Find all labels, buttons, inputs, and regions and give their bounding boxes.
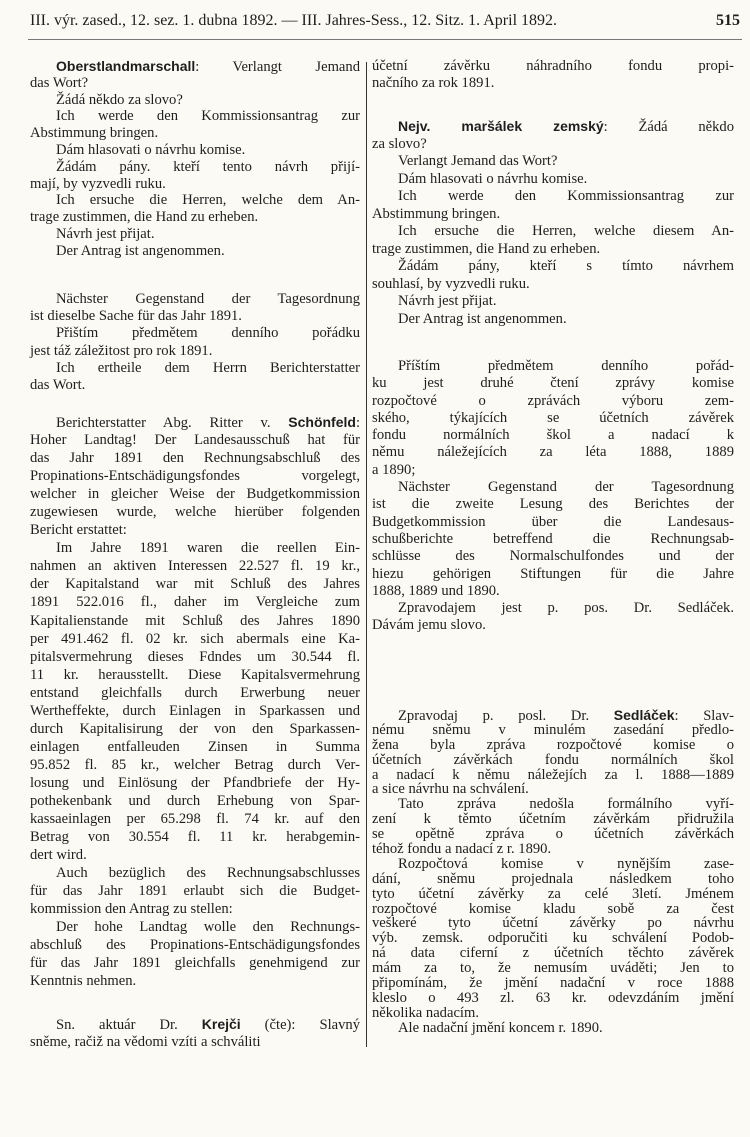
text-block bbox=[372, 118, 734, 328]
text-line: der Kapitalstand war mit Schluß des Jahres bbox=[30, 576, 360, 593]
text-line: Propinations-Entschädigungsfondes vorgelegt, bbox=[30, 468, 360, 485]
text-line: Přištím předmětem denního pořádku bbox=[56, 325, 360, 342]
text-line: durch Kapitalisirung der von den Sparkassen- bbox=[30, 720, 360, 737]
text-line: 95.852 fl. 85 kr., welcher Betrag durch Ver- bbox=[30, 756, 360, 773]
text-line: ist dieselbe Sache für das Jahr 1891. bbox=[30, 308, 242, 325]
paragraph bbox=[30, 413, 360, 539]
text-line: abschluß des Propinations-Entschädigungsfondes bbox=[30, 937, 360, 954]
text-line: Dávám jemu slovo. bbox=[372, 617, 486, 634]
paragraph bbox=[372, 311, 734, 329]
text-line: žena byla zpráva rozpočtové komise o bbox=[372, 736, 734, 753]
paragraph bbox=[30, 918, 360, 990]
paragraph bbox=[30, 325, 360, 359]
text-line: výb. zemsk. odporučiti ku schválení Podob- bbox=[372, 930, 734, 947]
text-line: za slovo? bbox=[372, 135, 427, 152]
text-segment: : bbox=[355, 415, 360, 431]
text-line: Wertheffekte, durch Einlagen in Sparkassen und bbox=[30, 702, 360, 719]
text-line: nému sněmu v minulém zasedání předlo- bbox=[372, 721, 734, 738]
paragraph bbox=[372, 58, 734, 92]
text-segment: Zpravodaj p. posl. Dr. bbox=[398, 708, 614, 724]
text-line bbox=[30, 413, 360, 431]
header-rule bbox=[28, 39, 742, 40]
text-line: zení k těmto účetním závěrkám přidružila bbox=[372, 811, 734, 828]
text-line: Rozpočtová komise v nynějším zase- bbox=[398, 855, 734, 872]
paragraph bbox=[30, 864, 360, 918]
text-line: einlagen entfalleuden Zinsen in Summa bbox=[30, 738, 360, 755]
paragraph bbox=[372, 797, 734, 857]
text-line: 1888, 1889 und 1890. bbox=[372, 582, 500, 599]
text-line: mají, by vyzvedli ruku. bbox=[30, 175, 166, 192]
text-line: připomínám, že jmění nadační v roce 1888 bbox=[372, 975, 734, 992]
text-line: ist die zweite Lesung des Berichtes der bbox=[372, 496, 734, 513]
text-block bbox=[30, 58, 360, 260]
text-line: kassaeinlagen per 65.298 fl. 74 kr. auf den bbox=[30, 811, 360, 828]
text-line: Kenntnis nehmen. bbox=[30, 973, 137, 990]
paragraph bbox=[372, 600, 734, 635]
text-line: Žádá někdo za slovo? bbox=[56, 91, 183, 108]
paragraph bbox=[30, 92, 360, 109]
speaker-name: Oberstlandmarschall bbox=[56, 58, 196, 74]
paragraph bbox=[372, 171, 734, 189]
text-line: souhlasí, by vyzvedli ruku. bbox=[372, 275, 530, 292]
text-line: Nächster Gegenstand der Tagesordnung bbox=[56, 291, 360, 307]
text-line: welcher in gleicher Weise der Budgetkommission bbox=[30, 486, 360, 503]
running-title: III. výr. zased., 12. sez. 1. dubna 1892. — III. Jahres-Sess., 12. Sitz. 1. April 1892. bbox=[30, 12, 558, 29]
paragraph bbox=[30, 243, 360, 260]
text-line: Ale nadační jmění koncem r. 1890. bbox=[398, 1019, 603, 1036]
text-line: sněme, račiž na vědomi vzíti a schváliti bbox=[30, 1034, 261, 1050]
text-line: Nächster Gegenstand der Tagesordnung bbox=[398, 479, 734, 496]
text-line: Ich werde den Kommissionsantrag zur bbox=[398, 188, 734, 204]
text-line: das Wort. bbox=[30, 376, 86, 393]
text-line: Ich ersuche die Herren, welche dem An- bbox=[56, 192, 360, 209]
paragraph bbox=[372, 258, 734, 293]
text-block bbox=[372, 58, 734, 92]
text-line: načního za rok 1891. bbox=[372, 75, 495, 91]
text-line: Abstimmung bringen. bbox=[372, 205, 501, 222]
text-line: pitalsvermehrung dieses Fdndes um 30.544 fl. bbox=[30, 648, 360, 665]
text-line: Der hohe Landtag wolle den Rechnungs- bbox=[56, 919, 360, 936]
text-line: zugewiesen wurde, welche hierüber folgenden bbox=[30, 504, 360, 521]
text-line: ského, týkajících se účetních závěrek bbox=[372, 409, 734, 426]
text-line: Ich ertheile dem Herrn Berichterstatter bbox=[56, 359, 360, 376]
paragraph bbox=[30, 159, 360, 193]
text-line bbox=[30, 1015, 360, 1033]
text-line: Abstimmung bringen. bbox=[30, 125, 159, 142]
text-line: kleslo o 493 zl. 63 kr. odevzdáním jmění bbox=[372, 989, 734, 1006]
text-line: Im Jahre 1891 waren die reellen Ein- bbox=[56, 540, 360, 557]
text-line: das Jahr 1891 den Rechnungsabschluß des bbox=[30, 450, 360, 467]
text-line: Dám hlasovati o návrhu komise. bbox=[56, 141, 246, 158]
text-line: Ich ersuche die Herren, welche diesem An- bbox=[398, 223, 734, 239]
text-segment: Berichterstatter Abg. Ritter v. bbox=[56, 415, 289, 431]
speaker-name: Sedláček bbox=[613, 707, 675, 723]
text-block bbox=[30, 291, 360, 394]
text-line: trage zustimmen, die Hand zu erheben. bbox=[372, 240, 601, 257]
text-block bbox=[372, 708, 734, 1036]
text-line: Bericht erstattet: bbox=[30, 522, 127, 539]
text-line: Der Antrag ist angenommen. bbox=[398, 310, 567, 327]
paragraph bbox=[372, 118, 734, 153]
paragraph bbox=[30, 108, 360, 142]
text-line: Příštím předmětem denního pořád- bbox=[398, 358, 734, 374]
text-line: für das Jahr 1891 erlaubt sich die Budget- bbox=[30, 883, 360, 900]
speaker-name: Nejv. maršálek zemský bbox=[398, 118, 604, 134]
text-block bbox=[30, 1015, 360, 1051]
text-line: dání, sněmu projednala následkem toho bbox=[372, 870, 734, 887]
text-segment: : Verlangt Jemand bbox=[195, 59, 360, 75]
text-line: mám za to, že nemusím uváděti; Jen to bbox=[372, 960, 734, 977]
text-line: rozpočtové o zprávách výboru zem- bbox=[372, 392, 734, 409]
paragraph bbox=[30, 360, 360, 394]
text-line: Verlangt Jemand das Wort? bbox=[398, 153, 558, 169]
text-line: rozpočtové komise kladu sobě za čest bbox=[372, 900, 734, 917]
text-line: němu náležejících za léta 1888, 1889 bbox=[372, 444, 734, 461]
text-line: Žádám pány. kteří tento návrh přijí- bbox=[56, 158, 360, 175]
paragraph bbox=[30, 539, 360, 864]
paragraph bbox=[372, 708, 734, 797]
text-segment: (čte): Slavný bbox=[240, 1017, 361, 1033]
text-line: ná data ciferní z účetních těchto závěrek bbox=[372, 945, 734, 962]
page-number: 515 bbox=[716, 12, 740, 29]
text-line: Ich werde den Kommissionsantrag zur bbox=[56, 108, 360, 125]
paragraph bbox=[30, 58, 360, 92]
text-line: entstand gleichfalls durch Erwerbung neuer bbox=[30, 684, 360, 701]
text-line: dert wird. bbox=[30, 847, 87, 864]
text-line: 1891 522.016 fl., daher im Vergleiche zum bbox=[30, 594, 360, 611]
paragraph bbox=[30, 226, 360, 243]
column-divider bbox=[366, 62, 367, 1047]
paragraph bbox=[372, 223, 734, 258]
text-line: a sice návrhu na schválení. bbox=[372, 781, 529, 798]
paragraph bbox=[372, 358, 734, 479]
text-line: účetních závěrkách fondu normálních škol bbox=[372, 751, 734, 768]
text-line: trage zustimmen, die Hand zu erheben. bbox=[30, 209, 259, 226]
text-line: Budgetkommission über die Landesaus- bbox=[372, 513, 734, 530]
text-line bbox=[372, 708, 734, 723]
text-line: nahmen an aktiven Interessen 22.527 fl. 19 kr., bbox=[30, 558, 360, 575]
text-line: das Wort? bbox=[30, 74, 89, 91]
text-line: losung und Einlösung der Pfandbriefe der Hy- bbox=[30, 774, 360, 791]
text-block bbox=[30, 413, 360, 991]
text-line: a nadací k němu náležejích za l. 1888—1889 bbox=[372, 766, 734, 783]
text-line: tyto účetní závěrky za celé 3letí. Jménem bbox=[372, 885, 734, 902]
text-line: schußberichte betreffend die Rechnungsab- bbox=[372, 530, 734, 547]
text-line: veškeré tyto účetní závěrky po návrhu bbox=[372, 915, 734, 932]
text-segment: : Slav- bbox=[674, 708, 734, 724]
speaker-name: Krejči bbox=[201, 1016, 241, 1032]
text-line: Zpravodajem jest p. pos. Dr. Sedláček. bbox=[398, 600, 734, 617]
text-line: několika nadacím. bbox=[372, 1004, 479, 1021]
text-line: Návrh jest přijat. bbox=[398, 293, 497, 309]
paragraph bbox=[30, 291, 360, 325]
text-line: Žádám pány, kteří s tímto návrhem bbox=[398, 258, 734, 274]
text-line: Tato zpráva nedošla formálního vyří- bbox=[398, 796, 734, 813]
text-segment: : Žádá někdo bbox=[603, 119, 735, 135]
speaker-name: Schönfeld bbox=[288, 414, 356, 430]
text-line: Hoher Landtag! Der Landesausschuß hat für bbox=[30, 432, 360, 449]
paragraph bbox=[30, 192, 360, 226]
text-line bbox=[372, 118, 734, 136]
text-line: 11 kr. herausstellt. Diese Kapitalsvermehrung bbox=[30, 666, 360, 683]
text-line: pothekenbank und durch Erhebung von Spar- bbox=[30, 792, 360, 809]
text-line: ku jest druhé čtení zprávy komise bbox=[372, 375, 734, 392]
text-segment: Sn. aktuár Dr. bbox=[56, 1017, 202, 1033]
text-line: fondu normálních škol a nadací k bbox=[372, 427, 734, 444]
paragraph bbox=[30, 1015, 360, 1051]
paragraph bbox=[372, 479, 734, 600]
text-line: Dám hlasovati o návrhu komise. bbox=[398, 170, 588, 187]
text-line: Betrag von 30.554 fl. 11 kr. herabgemin- bbox=[30, 829, 360, 846]
paragraph bbox=[372, 153, 734, 171]
text-line: a 1890; bbox=[372, 461, 416, 478]
paragraph bbox=[30, 142, 360, 159]
text-line: téhož fondu a nadací z r. 1890. bbox=[372, 841, 552, 858]
text-line: per 491.462 fl. 02 kr. sich abermals eine Ka- bbox=[30, 630, 360, 647]
running-header bbox=[30, 8, 740, 36]
paragraph bbox=[372, 293, 734, 311]
text-block bbox=[372, 358, 734, 635]
text-line: kommission den Antrag zu stellen: bbox=[30, 901, 233, 918]
text-line bbox=[30, 58, 360, 75]
paragraph bbox=[372, 188, 734, 223]
text-line: hiezu gehörigen Stiftungen für die Jahre bbox=[372, 565, 734, 582]
text-line: Auch bezüglich des Rechnungsabschlusses bbox=[56, 865, 360, 882]
paragraph bbox=[372, 857, 734, 1021]
text-line: jest táž záležitost pro rok 1891. bbox=[30, 342, 213, 359]
text-line: se opětně zpráva o účetních závěrkách bbox=[372, 826, 734, 843]
text-line: für das Jahr 1891 gleichfalls genehmigend zur bbox=[30, 955, 360, 972]
text-line: účetní závěrku náhradního fondu propi- bbox=[372, 58, 734, 74]
text-line: Návrh jest přijat. bbox=[56, 225, 155, 242]
text-line: schlüsse des Normalschulfondes und der bbox=[372, 548, 734, 565]
text-line: Kapitalienstande mit Schluß des Jahres 1890 bbox=[30, 612, 360, 629]
paragraph bbox=[372, 1021, 734, 1036]
text-line: Der Antrag ist angenommen. bbox=[56, 242, 225, 259]
